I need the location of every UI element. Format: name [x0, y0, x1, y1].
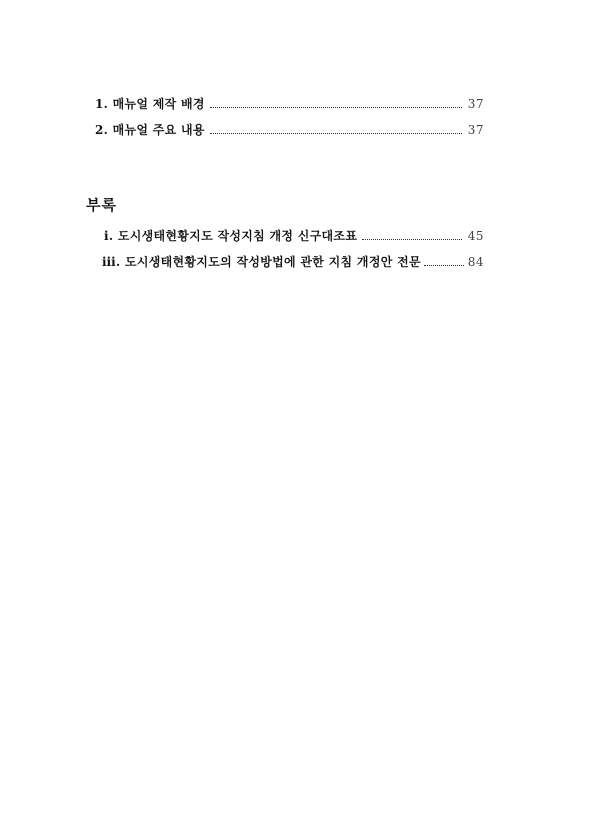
toc-entry-number: 2.	[95, 123, 109, 137]
dotted-leader	[424, 264, 464, 266]
toc-entry-label: 매뉴얼 제작 배경	[112, 97, 205, 111]
toc-entry-number: ⅰ.	[104, 229, 114, 243]
toc-entry-title	[102, 255, 421, 269]
toc-entry-label: 도시생태현황지도 작성지침 개정 신구대조표	[117, 229, 358, 243]
toc-entry-appendix-full-text[interactable]	[102, 255, 484, 269]
toc-entry-label: 도시생태현황지도의 작성방법에 관한 지침 개정안 전문	[124, 255, 421, 269]
dotted-leader	[210, 132, 462, 134]
toc-entry-number: ⅲ.	[102, 255, 121, 269]
toc-entry-title	[104, 229, 357, 243]
toc-entry-title	[95, 123, 205, 137]
dotted-leader	[362, 238, 462, 240]
toc-entry-number: 1.	[95, 97, 109, 111]
toc-entry-label: 매뉴얼 주요 내용	[112, 123, 205, 137]
toc-entry-manual-contents[interactable]	[95, 123, 484, 137]
toc-page-number: 37	[467, 123, 484, 137]
toc-entry-manual-background[interactable]	[95, 97, 484, 111]
toc-entry-appendix-comparison-table[interactable]	[104, 229, 484, 243]
appendix-heading: 부록	[86, 196, 117, 214]
dotted-leader	[210, 106, 462, 108]
toc-page-number: 37	[467, 97, 484, 111]
toc-page-number: 45	[467, 229, 484, 243]
toc-page-number: 84	[467, 255, 484, 269]
toc-entry-title	[95, 97, 205, 111]
